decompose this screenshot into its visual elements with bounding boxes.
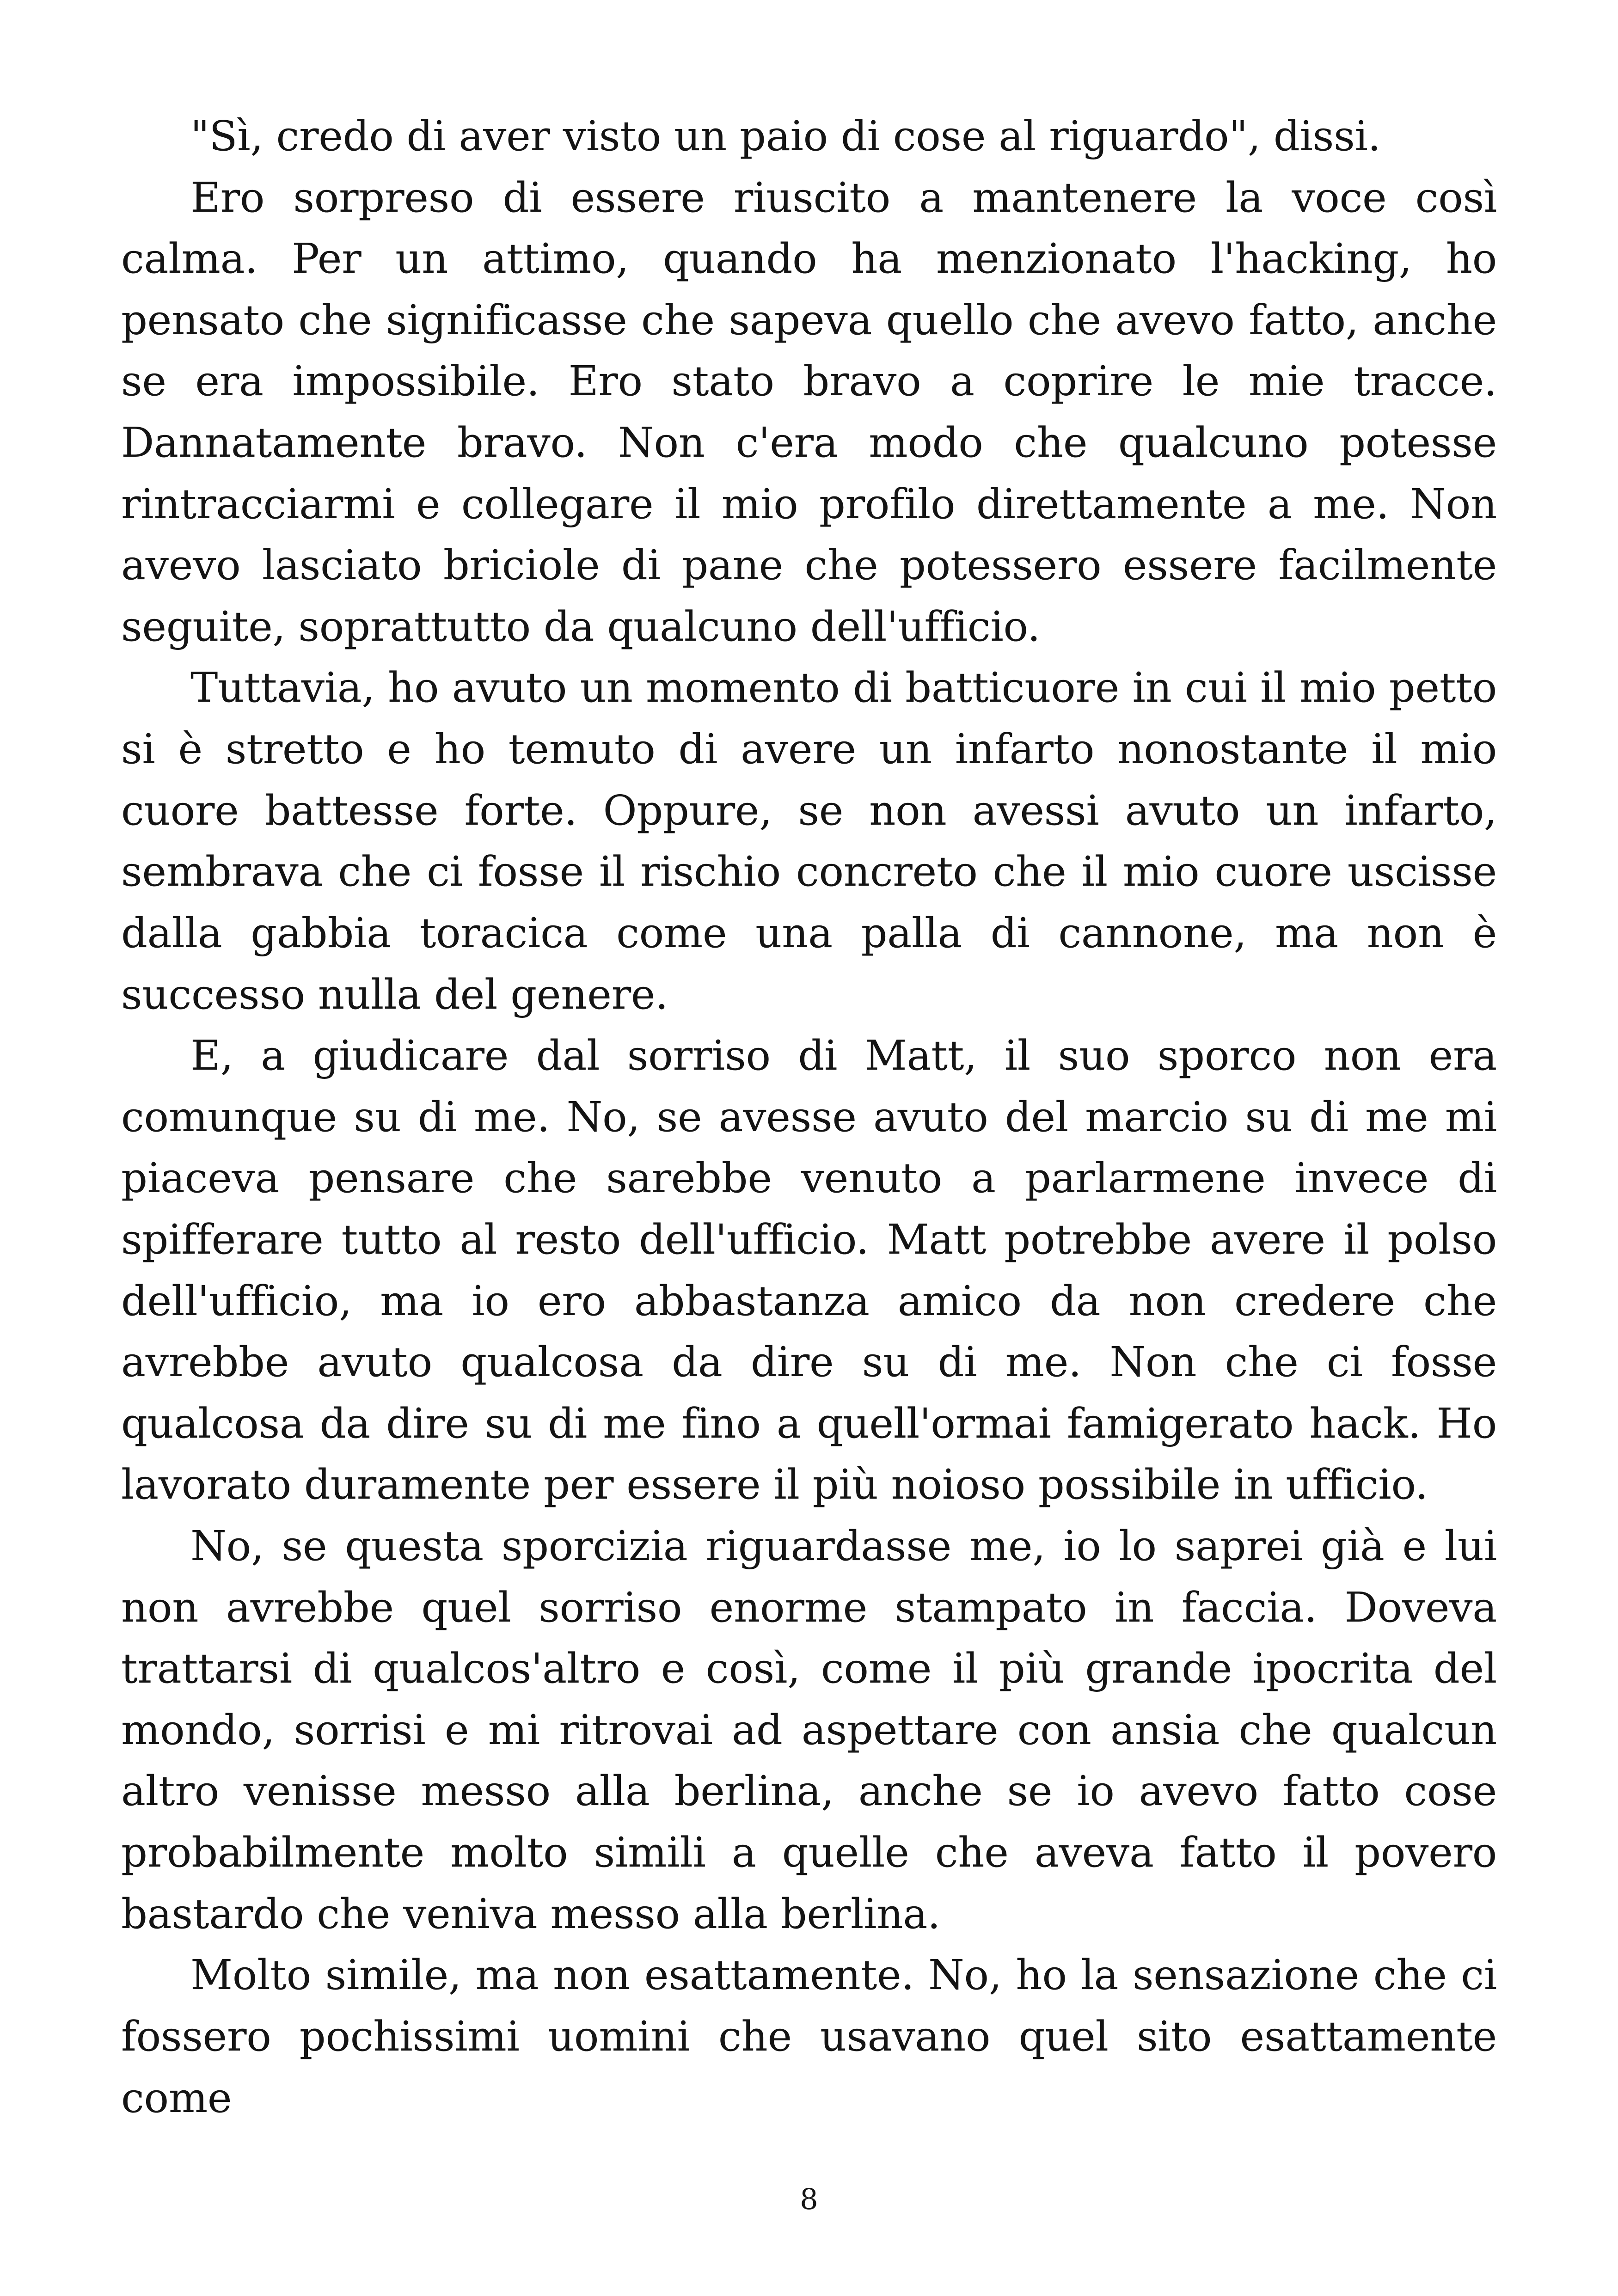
body-text: [121, 105, 1497, 2128]
paragraph-6: Molto simile, ma non esattamente. No, ho la sensazione che ci fossero pochissimi uomini che usavano quel sito esattamente come: [121, 1951, 1497, 2122]
paragraph-1: "Sì, credo di aver visto un paio di cose al riguardo", dissi.: [190, 112, 1381, 160]
paragraph-5: No, se questa sporcizia riguardasse me, io lo saprei già e lui non avrebbe quel sorriso enorme stampato in faccia. Doveva trattarsi di qualcos'altro e così, come il più grande ipocrita del mondo, sorrisi e mi ritrovai ad aspettare con ansia che qualcun altro venisse messo alla berlina, anche se io avevo fatto cose probabilmente molto simili a quelle che aveva fatto il povero bastardo che veniva messo alla berlina.: [121, 1522, 1497, 1938]
paragraph-3: Tuttavia, ho avuto un momento di batticuore in cui il mio petto si è stretto e ho temuto di avere un infarto nonostante il mio cuore battesse forte. Oppure, se non avessi avuto un infarto, sembrava che ci fosse il rischio concreto che il mio cuore uscisse dalla gabbia toracica come una palla di cannone, ma non è successo nulla del genere.: [121, 663, 1497, 1018]
paragraph-2: Ero sorpreso di essere riuscito a mantenere la voce così calma. Per un attimo, quando ha menzionato l'hacking, ho pensato che significasse che sapeva quello che avevo fatto, anche se era impossibile. Ero stato bravo a coprire le mie tracce. Dannatamente bravo. Non c'era modo che qualcuno potesse rintracciarmi e collegare il mio profilo direttamente a me. Non avevo lasciato briciole di pane che potessero essere facilmente seguite, soprattutto da qualcuno dell'ufficio.: [121, 173, 1497, 650]
paragraph-4: E, a giudicare dal sorriso di Matt, il suo sporco non era comunque su di me. No, se avesse avuto del marcio su di me mi piaceva pensare che sarebbe venuto a parlarmene invece di spifferare tutto al resto dell'ufficio. Matt potrebbe avere il polso dell'ufficio, ma io ero abbastanza amico da non credere che avrebbe avuto qualcosa da dire su di me. Non che ci fosse qualcosa da dire su di me fino a quell'ormai famigerato hack. Ho lavorato duramente per essere il più noioso possibile in ufficio.: [121, 1031, 1497, 1509]
page-number: 8: [800, 2182, 818, 2216]
